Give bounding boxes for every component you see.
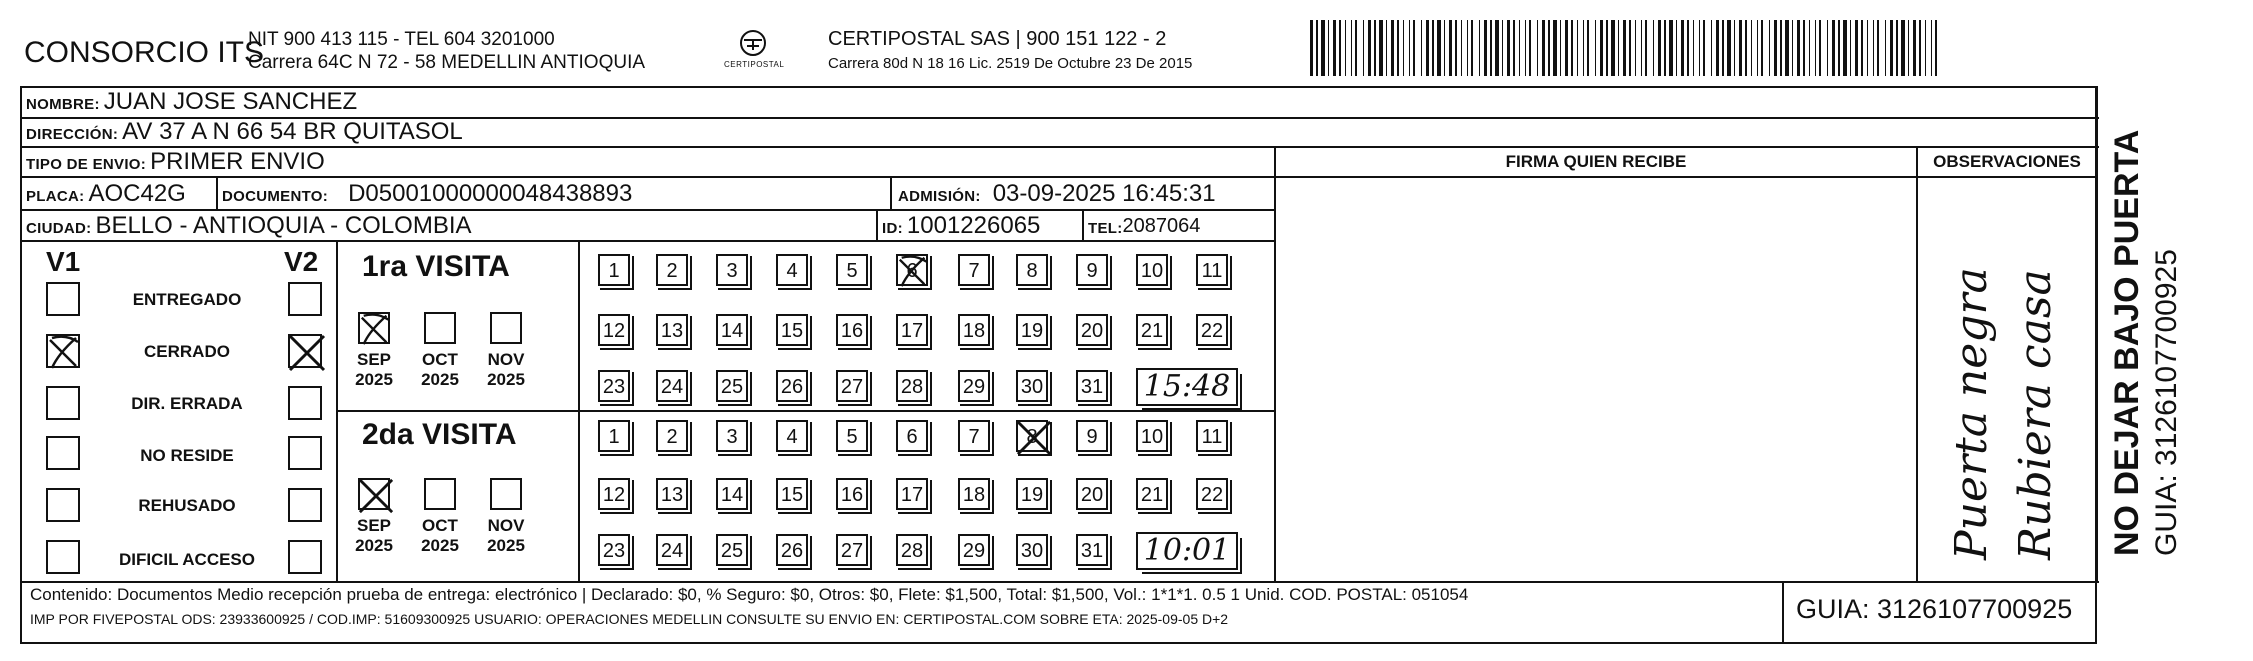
- side-guia: GUIA: 3126107700925: [2150, 249, 2183, 556]
- v2-checkbox-no-reside[interactable]: [288, 436, 322, 470]
- day-box-6[interactable]: 6: [896, 254, 928, 286]
- nombre-value: JUAN JOSE SANCHEZ: [103, 88, 358, 115]
- day-box-22[interactable]: 22: [1196, 314, 1228, 346]
- certipostal-nit: CERTIPOSTAL SAS | 900 151 122 - 2: [828, 28, 1167, 50]
- day-box-6[interactable]: 6: [896, 420, 928, 452]
- divider: [1274, 176, 2098, 178]
- ciudad-label: CIUDAD:: [26, 220, 92, 237]
- day-box-29[interactable]: 29: [958, 370, 990, 402]
- day-box-10[interactable]: 10: [1136, 254, 1168, 286]
- day-box-30[interactable]: 30: [1016, 370, 1048, 402]
- v2-checkbox-cerrado[interactable]: [288, 334, 322, 368]
- day-box-4[interactable]: 4: [776, 420, 808, 452]
- day-box-20[interactable]: 20: [1076, 314, 1108, 346]
- day-box-19[interactable]: 19: [1016, 314, 1048, 346]
- divider: [876, 209, 878, 240]
- barcode: [1308, 20, 1940, 76]
- day-box-13[interactable]: 13: [656, 478, 688, 510]
- divider: [20, 581, 2099, 583]
- footer-imp: IMP POR FIVEPOSTAL ODS: 23933600925 / COD.IMP: 51609300925 USUARIO: OPERACIONES MEDELLIN CONSULTE SU ENVIO EN: CERTIPOSTAL.COM SOBRE ETA: 2025-09-05 D+2: [30, 611, 1229, 627]
- day-box-14[interactable]: 14: [716, 478, 748, 510]
- divider: [2096, 86, 2098, 582]
- month-checkbox-nov[interactable]: [490, 312, 522, 344]
- divider: [890, 176, 892, 209]
- divider: [216, 176, 218, 209]
- day-box-8[interactable]: 8: [1016, 254, 1048, 286]
- day-box-17[interactable]: 17: [896, 478, 928, 510]
- day-box-11[interactable]: 11: [1196, 420, 1228, 452]
- admision-value: 03-09-2025 16:45:31: [992, 180, 1216, 207]
- day-box-8[interactable]: 8: [1016, 420, 1048, 452]
- nombre-label: NOMBRE:: [26, 96, 100, 113]
- nombre-row: [26, 88, 357, 116]
- v1-checkbox-no-reside[interactable]: [46, 436, 80, 470]
- day-box-22[interactable]: 22: [1196, 478, 1228, 510]
- divider: [1782, 581, 1784, 643]
- day-box-27[interactable]: 27: [836, 534, 868, 566]
- v1-label: V1: [46, 246, 81, 277]
- day-box-16[interactable]: 16: [836, 478, 868, 510]
- day-box-15[interactable]: 15: [776, 478, 808, 510]
- admision-row: [898, 177, 1216, 208]
- v1-checkbox-rehusado[interactable]: [46, 488, 80, 522]
- month-checkbox-oct[interactable]: [424, 478, 456, 510]
- placa-value: AOC42G: [88, 180, 186, 207]
- day-box-4[interactable]: 4: [776, 254, 808, 286]
- month-label: OCT 2025: [421, 350, 459, 389]
- day-box-24[interactable]: 24: [656, 370, 688, 402]
- month-label: SEP 2025: [355, 350, 393, 389]
- month-checkbox-oct[interactable]: [424, 312, 456, 344]
- admision-label: ADMISIÓN:: [898, 188, 981, 205]
- day-box-7[interactable]: 7: [958, 420, 990, 452]
- footer-contenido: Contenido: Documentos Medio recepción prueba de entrega: electrónico | Declarado: $0, % Seguro: $0, Otros: $0, Flete: $1,500, Total: $1,500, Vol.: 1*1*1. 0.5 1 Unid. COD. POSTAL: 051054: [30, 585, 1469, 604]
- visit-title: 2da VISITA: [362, 418, 517, 451]
- ciudad-row: [26, 210, 472, 240]
- v1-checkbox-dir-errada[interactable]: [46, 386, 80, 420]
- direccion-label: DIRECCIÓN:: [26, 126, 119, 143]
- day-box-9[interactable]: 9: [1076, 420, 1108, 452]
- company-nit-tel: NIT 900 413 115 - TEL 604 3201000: [248, 29, 555, 50]
- day-box-2[interactable]: 2: [656, 420, 688, 452]
- day-box-17[interactable]: 17: [896, 314, 928, 346]
- status-option-label: DIR. ERRADA: [131, 394, 243, 413]
- day-box-15[interactable]: 15: [776, 314, 808, 346]
- month-checkbox-sep[interactable]: [358, 478, 390, 510]
- month-checkbox-sep[interactable]: [358, 312, 390, 344]
- month-label: NOV 2025: [487, 350, 525, 389]
- day-box-26[interactable]: 26: [776, 370, 808, 402]
- status-option-label: NO RESIDE: [140, 446, 234, 465]
- documento-label: DOCUMENTO:: [222, 188, 329, 205]
- tipo-envio-label: TIPO DE ENVIO:: [26, 156, 147, 173]
- day-box-3[interactable]: 3: [716, 420, 748, 452]
- id-value: 1001226065: [906, 212, 1041, 239]
- day-box-21[interactable]: 21: [1136, 478, 1168, 510]
- visit-title: 1ra VISITA: [362, 250, 510, 283]
- direccion-row: [26, 118, 463, 146]
- tipo-envio-value: PRIMER ENVIO: [150, 148, 325, 175]
- documento-value: D05001000000048438893: [348, 180, 633, 207]
- day-box-9[interactable]: 9: [1076, 254, 1108, 286]
- visit-time: 10:01: [1136, 532, 1238, 570]
- day-box-2[interactable]: 2: [656, 254, 688, 286]
- no-dejar-bajo-puerta: NO DEJAR BAJO PUERTA: [2108, 129, 2146, 556]
- month-checkbox-nov[interactable]: [490, 478, 522, 510]
- direccion-value: AV 37 A N 66 54 BR QUITASOL: [122, 118, 463, 145]
- v2-checkbox-entregado[interactable]: [288, 282, 322, 316]
- day-box-12[interactable]: 12: [598, 314, 630, 346]
- v1-checkbox-cerrado[interactable]: [46, 334, 80, 368]
- id-row: [882, 210, 1040, 240]
- v2-label: V2: [284, 246, 319, 277]
- firma-title: FIRMA QUIEN RECIBE: [1505, 152, 1687, 171]
- day-box-5[interactable]: 5: [836, 254, 868, 286]
- tel-label: TEL:: [1088, 220, 1123, 237]
- divider: [20, 240, 1274, 242]
- day-box-3[interactable]: 3: [716, 254, 748, 286]
- day-box-21[interactable]: 21: [1136, 314, 1168, 346]
- tel-row: [1088, 210, 1200, 240]
- day-box-30[interactable]: 30: [1016, 534, 1048, 566]
- certipostal-logo-text: CERTIPOSTAL: [724, 60, 785, 69]
- footer-guia: GUIA: 3126107700925: [1796, 594, 2073, 624]
- v2-checkbox-dir-errada[interactable]: [288, 386, 322, 420]
- divider: [20, 146, 2099, 148]
- day-box-20[interactable]: 20: [1076, 478, 1108, 510]
- month-label: OCT 2025: [421, 516, 459, 555]
- handwritten-note-1: Puerta negra: [1946, 267, 1997, 560]
- day-box-23[interactable]: 23: [598, 370, 630, 402]
- tipo-envio-row: [26, 147, 325, 176]
- v2-checkbox-rehusado[interactable]: [288, 488, 322, 522]
- day-box-28[interactable]: 28: [896, 534, 928, 566]
- id-label: ID:: [882, 220, 903, 237]
- day-box-18[interactable]: 18: [958, 478, 990, 510]
- day-box-19[interactable]: 19: [1016, 478, 1048, 510]
- status-option-label: DIFICIL ACCESO: [118, 550, 255, 569]
- day-box-7[interactable]: 7: [958, 254, 990, 286]
- day-box-10[interactable]: 10: [1136, 420, 1168, 452]
- month-label: NOV 2025: [487, 516, 525, 555]
- certipostal-logo: [722, 28, 784, 72]
- documento-row: [222, 177, 632, 208]
- status-option-label: REHUSADO: [138, 496, 236, 515]
- v2-checkbox-dificil-acceso[interactable]: [288, 540, 322, 574]
- divider: [1082, 209, 1084, 240]
- day-box-27[interactable]: 27: [836, 370, 868, 402]
- company-name: CONSORCIO ITS: [24, 36, 265, 69]
- placa-label: PLACA:: [26, 188, 85, 205]
- day-box-11[interactable]: 11: [1196, 254, 1228, 286]
- day-box-1[interactable]: 1: [598, 254, 630, 286]
- company-address: Carrera 64C N 72 - 58 MEDELLIN ANTIOQUIA: [248, 52, 646, 73]
- status-option-label: ENTREGADO: [132, 290, 242, 309]
- day-box-12[interactable]: 12: [598, 478, 630, 510]
- tel-value: 2087064: [1122, 215, 1201, 237]
- divider: [336, 410, 1276, 412]
- v1-checkbox-dificil-acceso[interactable]: [46, 540, 80, 574]
- observaciones-title: OBSERVACIONES: [1933, 152, 2081, 171]
- placa-row: [26, 177, 186, 208]
- day-box-1[interactable]: 1: [598, 420, 630, 452]
- day-box-24[interactable]: 24: [656, 534, 688, 566]
- visit-time: 15:48: [1136, 368, 1238, 406]
- day-box-14[interactable]: 14: [716, 314, 748, 346]
- day-box-25[interactable]: 25: [716, 534, 748, 566]
- handwritten-note-2: Rubiera casa: [2010, 269, 2061, 560]
- day-box-23[interactable]: 23: [598, 534, 630, 566]
- day-box-31[interactable]: 31: [1076, 370, 1108, 402]
- divider: [1274, 146, 1276, 582]
- day-box-28[interactable]: 28: [896, 370, 928, 402]
- day-box-5[interactable]: 5: [836, 420, 868, 452]
- ciudad-value: BELLO - ANTIOQUIA - COLOMBIA: [95, 212, 472, 239]
- day-box-13[interactable]: 13: [656, 314, 688, 346]
- divider: [1916, 146, 1918, 582]
- day-box-29[interactable]: 29: [958, 534, 990, 566]
- day-box-18[interactable]: 18: [958, 314, 990, 346]
- day-box-25[interactable]: 25: [716, 370, 748, 402]
- v1-checkbox-entregado[interactable]: [46, 282, 80, 316]
- month-label: SEP 2025: [355, 516, 393, 555]
- day-box-31[interactable]: 31: [1076, 534, 1108, 566]
- status-option-label: CERRADO: [144, 342, 230, 361]
- day-box-26[interactable]: 26: [776, 534, 808, 566]
- day-box-16[interactable]: 16: [836, 314, 868, 346]
- certipostal-license: Carrera 80d N 18 16 Lic. 2519 De Octubre 23 De 2015: [828, 55, 1193, 72]
